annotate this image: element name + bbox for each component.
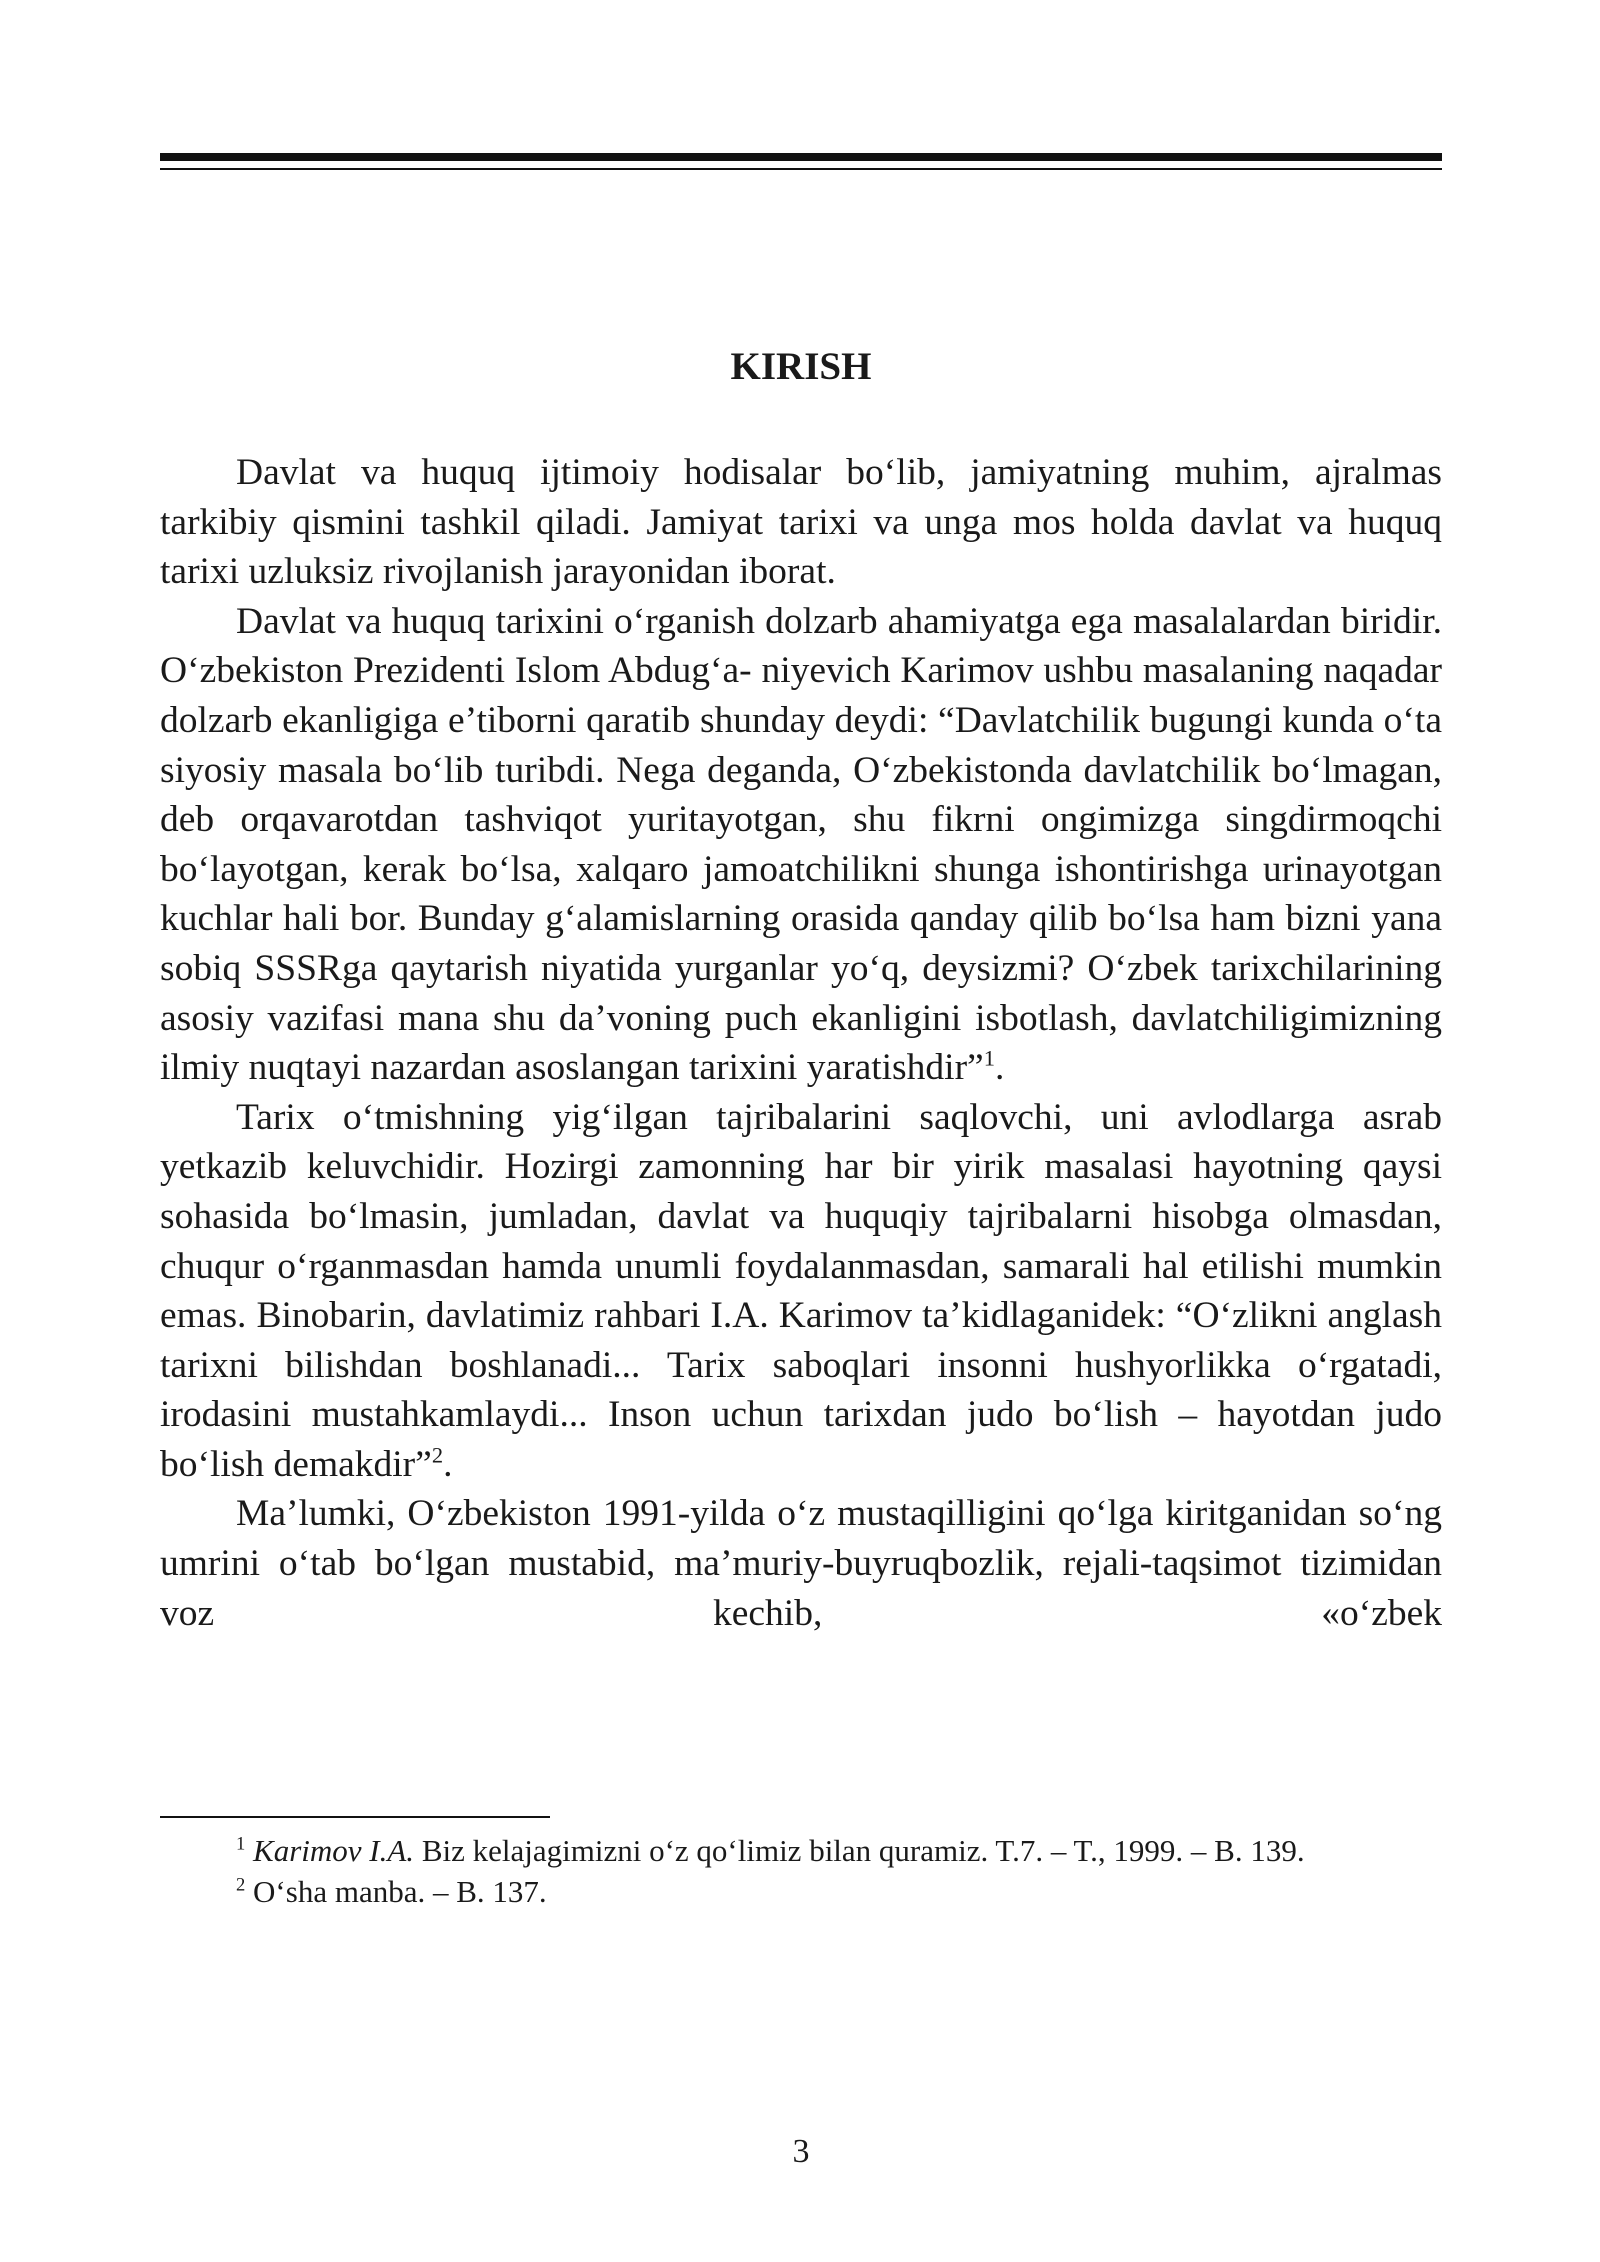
paragraph-end: . [443,1443,453,1485]
footnotes [160,1830,1460,1912]
footnote-text: Biz kelajagimizni o‘z qo‘limiz bilan quramiz. T.7. – T., 1999. – B. 139. [414,1833,1305,1868]
chapter-heading: KIRISH [730,345,872,388]
header-rule-thin [160,168,1442,170]
paragraph-1 [160,448,1442,597]
paragraph-text: Ma’lumki, O‘zbekiston 1991-yilda o‘z mustaqilligini qo‘lga kiritganidan so‘ng umrini o‘tab bo‘lgan mustabid, ma’muriy-buyruqbozlik, rejali-taqsimot tizimidan voz kechib, «o‘zbek [160,1493,1442,1634]
footnote-separator [160,1816,550,1818]
paragraph-text: Tarix o‘tmishning yig‘ilgan tajribalarini saqlovchi, uni avlodlarga asrab yetkazib keluvchidir. Hozirgi zamonning har bir yirik masalasi hayotning qaysi sohasida bo‘lmasin, jumladan, davlat va huquqiy tajribalarni hisobga olmasdan, chuqur o‘rganmasdan hamda unumli foydalanmasdan, samarali hal etilishi mumkin emas. Binobarin, davlatimiz rahbari I.A. Karimov ta’kidlaganidek: “O‘zlikni anglash tarixni bilishdan boshlanadi... Tarix saboqlari insonni hushyorlikka o‘rgatadi, irodasini mustahkamlaydi... Inson uchun tarixdan judo bo‘lish – hayotdan judo bo‘lish demakdir” [160,1096,1442,1485]
footnote-2 [160,1871,1460,1912]
page-number: 3 [792,2133,810,2170]
footnote-ref-2[interactable]: 2 [431,1442,444,1468]
paragraph-4 [160,1489,1442,1638]
footnote-1 [160,1830,1460,1871]
paragraph-2 [160,597,1442,1093]
paragraph-text: Davlat va huquq tarixini o‘rganish dolzarb ahamiyatga ega masalalardan biridir. O‘zbekiston Prezidenti Islom Abdug‘a- niyevich Karimov ushbu masalaning naqadar dolzarb ekanligiga e’tiborni qaratib shunday deydi: “Davlatchilik bugungi kunda o‘ta siyosiy masala bo‘lib turibdi. Nega deganda, O‘zbekistonda davlatchilik bo‘lmagan, deb orqavarotdan tashviqot yuritayotgan, shu fikrni ongimizga singdirmoqchi bo‘layotgan, kerak bo‘lsa, xalqaro jamoatchilikni shunga ishontirishga urinayotgan kuchlar hali bor. Bunday g‘alamislarning orasida qanday qilib bo‘lsa ham bizni yana sobiq SSSRga qaytarish niyatida yurganlar yo‘q, deysizmi? O‘zbek tarixchilarining asosiy vazifasi mana shu da’voning puch ekanligini isbotlash, davlatchiligimizning ilmiy nuqtayi nazardan asoslangan tarixini yaratishdir” [160,600,1442,1089]
paragraph-end: . [994,1047,1005,1089]
footnote-number: 2 [236,1874,246,1896]
footnote-number: 1 [236,1833,246,1855]
footnote-text: O‘sha manba. – B. 137. [253,1874,547,1909]
paragraph-3 [160,1093,1442,1490]
footnote-ref-1[interactable]: 1 [983,1045,995,1071]
body-text [160,448,1442,1638]
footnote-author: Karimov I.A. [253,1833,415,1868]
header-rule-thick [160,153,1442,161]
paragraph-text: Davlat va huquq ijtimoiy hodisalar bo‘lib, jamiyatning muhim, ajralmas tarkibiy qismini tashkil qiladi. Jamiyat tarixi va unga mos holda davlat va huquq tarixi uzluksiz rivojlanish jarayonidan iborat. [160,452,1442,593]
